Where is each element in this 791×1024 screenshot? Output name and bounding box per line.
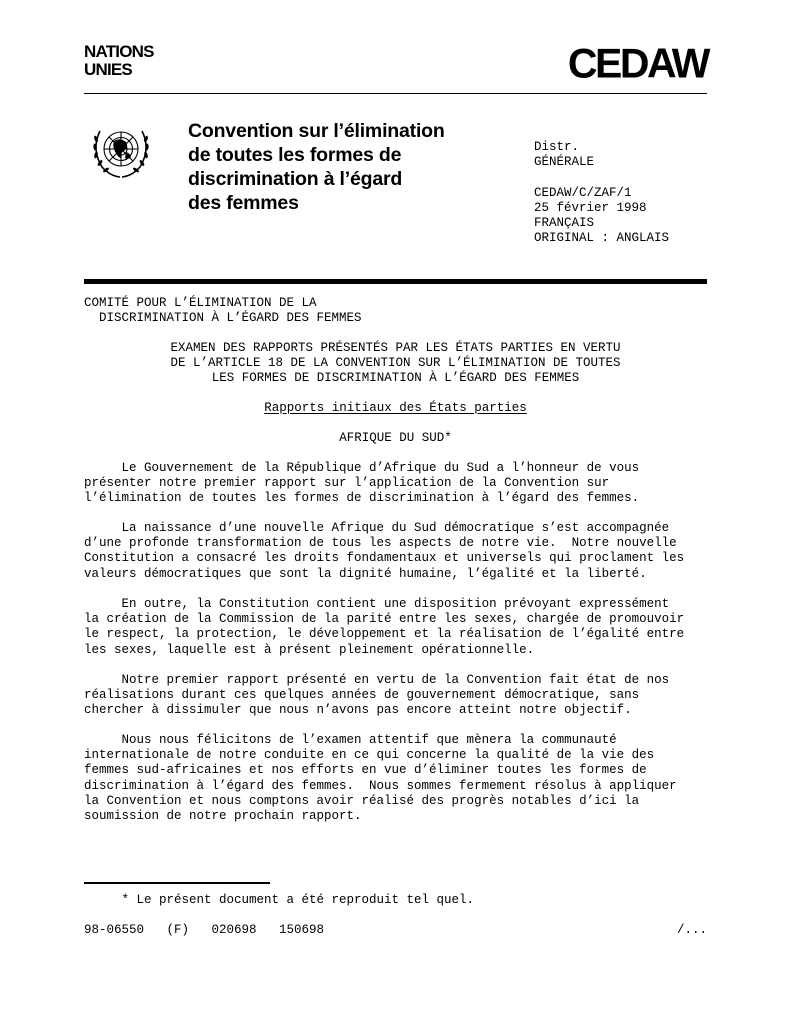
- text-line: d’une profonde transformation de tous les aspects de notre vie. Notre nouvelle: [84, 536, 677, 551]
- text-line: valeurs démocratiques que sont la dignité humaine, l’égalité et la liberté.: [84, 566, 647, 581]
- un-emblem-icon: [88, 121, 154, 181]
- text-line: Constitution a consacré les droits fondamentaux et universels qui proclament les: [84, 551, 685, 566]
- report-type-text: Rapports initiaux des États parties: [264, 401, 527, 415]
- body-paragraph-1: [84, 461, 707, 507]
- org-name-line-2: UNIES: [84, 60, 132, 79]
- report-type-heading: [84, 401, 707, 416]
- document-job-number: 98-06550 (F) 020698 150698: [84, 923, 325, 937]
- org-name-line-1: NATIONS: [84, 42, 154, 61]
- document-date: 25 février 1998: [534, 200, 647, 215]
- agenda-heading: [84, 341, 707, 387]
- footnote-divider: [84, 882, 270, 884]
- agenda-heading-line: EXAMEN DES RAPPORTS PRÉSENTÉS PAR LES ÉTATS PARTIES EN VERTU: [170, 341, 621, 355]
- country-heading: AFRIQUE DU SUD*: [339, 431, 452, 445]
- text-line: chercher à dissimuler que nous n’avons pas encore atteint notre objectif.: [84, 703, 632, 718]
- text-line: présenter notre premier rapport sur l’application de la Convention sur: [84, 476, 610, 491]
- agenda-heading-line: DE L’ARTICLE 18 DE LA CONVENTION SUR L’ÉLIMINATION DE TOUTES: [170, 356, 621, 371]
- text-line: soumission de notre prochain rapport.: [84, 809, 362, 824]
- text-line: femmes sud-africaines et nos efforts en vue d’éliminer toutes les formes de: [84, 763, 647, 778]
- committee-line: DISCRIMINATION À L’ÉGARD DES FEMMES: [84, 311, 362, 326]
- document-symbol: CEDAW/C/ZAF/1: [534, 185, 632, 200]
- convention-title-line: des femmes: [188, 192, 299, 214]
- convention-title-line: Convention sur l’élimination: [188, 120, 445, 142]
- title-block-divider: [84, 279, 707, 284]
- document-language: FRANÇAIS: [534, 216, 595, 231]
- text-line: l’élimination de toutes les formes de discrimination à l’égard des femmes.: [84, 491, 640, 506]
- convention-title-line: de toutes les formes de: [188, 144, 402, 166]
- text-line: discrimination à l’égard des femmes. Nous sommes fermement résolus à appliquer: [84, 778, 677, 793]
- organization-name: [84, 43, 154, 79]
- text-line: Nous nous félicitons de l’examen attentif que mènera la communauté: [84, 733, 617, 747]
- text-line: Notre premier rapport présenté en vertu de la Convention fait état de nos: [84, 673, 670, 687]
- convention-title-line: discrimination à l’égard: [188, 168, 403, 190]
- text-line: internationale de notre conduite en ce qui concerne la qualité de la vie des: [84, 748, 655, 763]
- continuation-marker: /...: [676, 923, 707, 937]
- footnote: * Le présent document a été reproduit tel quel.: [84, 893, 475, 907]
- text-line: En outre, la Constitution contient une disposition prévoyant expressément: [84, 597, 670, 611]
- committee-line: COMITÉ POUR L’ÉLIMINATION DE LA: [84, 296, 317, 310]
- body-paragraph-5: [84, 733, 707, 824]
- text-line: Le Gouvernement de la République d’Afrique du Sud a l’honneur de vous: [84, 461, 640, 475]
- text-line: les sexes, laquelle est à présent pleinement opérationnelle.: [84, 642, 535, 657]
- text-line: La naissance d’une nouvelle Afrique du Sud démocratique s’est accompagnée: [84, 521, 670, 535]
- committee-name: [84, 296, 362, 326]
- body-paragraph-3: [84, 597, 707, 658]
- agenda-heading-line: LES FORMES DE DISCRIMINATION À L’ÉGARD DES FEMMES: [211, 371, 580, 386]
- text-line: la Convention et nous comptons avoir réalisé des progrès notables d’ici la: [84, 793, 640, 808]
- distribution-label: Distr.: [534, 140, 580, 154]
- convention-title: [188, 119, 445, 215]
- body-paragraph-2: [84, 521, 707, 582]
- document-metadata: [534, 140, 669, 246]
- original-language: ORIGINAL : ANGLAIS: [534, 231, 670, 246]
- text-line: réalisations durant ces quelques années de gouvernement démocratique, sans: [84, 688, 640, 703]
- text-line: la création de la Commission de la parité entre les sexes, chargée de promouvoir: [84, 612, 685, 627]
- distribution-value: GÉNÉRALE: [534, 155, 595, 170]
- body-paragraph-4: [84, 673, 707, 719]
- header-divider: [84, 93, 707, 94]
- cedaw-logo-text: CEDAW: [567, 39, 708, 87]
- text-line: le respect, la protection, le développement et la réalisation de l’égalité entre: [84, 627, 685, 642]
